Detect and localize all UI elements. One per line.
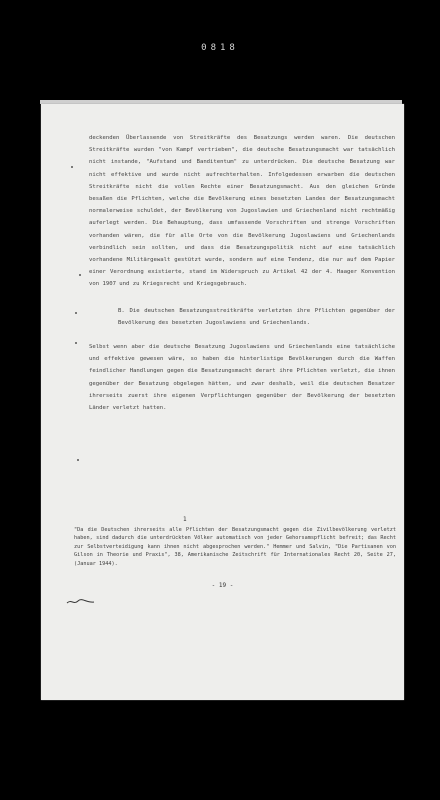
body-paragraph: deckenden Überlassende von Streitkräfte des Besatzungs werden waren. Die deutschen Streitkräfte wurden "von Kampf vertrieben", die deutsche Besatzungsmacht war tatsächlich nicht instande, "Aufstand und Banditentum" zu unterdrücken. Die deutsche Besatzung war nicht effektive und wurde nicht aufrechterhalten. Infolgedessen erwarben die deutschen Streitkräfte nicht die vollen Rechte einer Besatzungsmacht. Aus den gleichen Gründe besaßen die Pflichten, welche die Bevölkerung eines besetzten Landes der Besatzungsmacht normalerweise schuldet, der Bevölkerung von Jugoslawien und Griechenland nicht rechtmäßig auferlegt werden. Die Behauptung, dass umfassende Vorschriften und strenge Vorschriften vorhanden wären, die für alle Orte von die Bevölkerung Jugoslawiens und Griechenlands verbindlich sein sollten, und dass die Besatzungspolitik nicht auf eine tatsächlich vorhandene Militärgewalt gestützt wurde, sondern auf eine Tendenz, die nur auf dem Papier einer Verordnung existierte, stand im Widerspruch zu Artikel 42 der 4. Haager Konvention von 1907 und zu Kriegsrecht und Kriegsgebrauch.	[89, 135, 395, 288]
section-heading: B. Die deutschen Besatzungsstreitkräfte verletzten ihre Pflichten gegenüber der Bevölkerung des besetzten Jugoslawiens und Griechenlands.	[118, 307, 395, 326]
margin-dot	[75, 312, 77, 314]
margin-dot	[79, 274, 81, 276]
page-number: - 19 -	[211, 582, 234, 589]
page-body	[89, 132, 395, 414]
margin-dot	[71, 166, 73, 168]
document-page	[41, 104, 404, 700]
margin-dot	[77, 459, 79, 461]
handwritten-mark-icon	[66, 597, 96, 607]
footnote-marker: 1	[183, 516, 187, 523]
footnote: "Da die Deutschen ihrerseits alle Pflichten der Besatzungsmacht gegen die Zivilbevölkerung verletzt haben, sind dadurch die unterdrückten Völker automatisch von jeder Gehorsamspflicht befreit; das Recht zur Selbstverteidigung kann ihnen nicht abgesprochen werden." Hemmer und Salvin, "Die Partisanen von Gilson in Theorie und Praxis", 38, Amerikanische Zeitschrift für Internationales Recht 20, Seite 27, (Januar 1944).	[74, 527, 396, 567]
margin-dot	[75, 342, 77, 344]
archive-code: 0818	[201, 43, 239, 53]
body-paragraph: Selbst wenn aber die deutsche Besatzung Jugoslawiens und Griechenlands eine tatsächliche und effektive gewesen wäre, so haben die hinterlistige Bevölkerungen durch die Waffen feindlicher Handlungen gegen die Besatzungsmacht derart ihre Pflichten verletzt, die ihnen gegenüber der Besatzung obgelegen hätten, und zwar deshalb, weil die deutschen Besatzer ihrerseits zuerst ihre eigenen Verpflichtungen gegenüber der Bevölkerung der besetzten Länder verletzt hatten.	[89, 344, 395, 412]
